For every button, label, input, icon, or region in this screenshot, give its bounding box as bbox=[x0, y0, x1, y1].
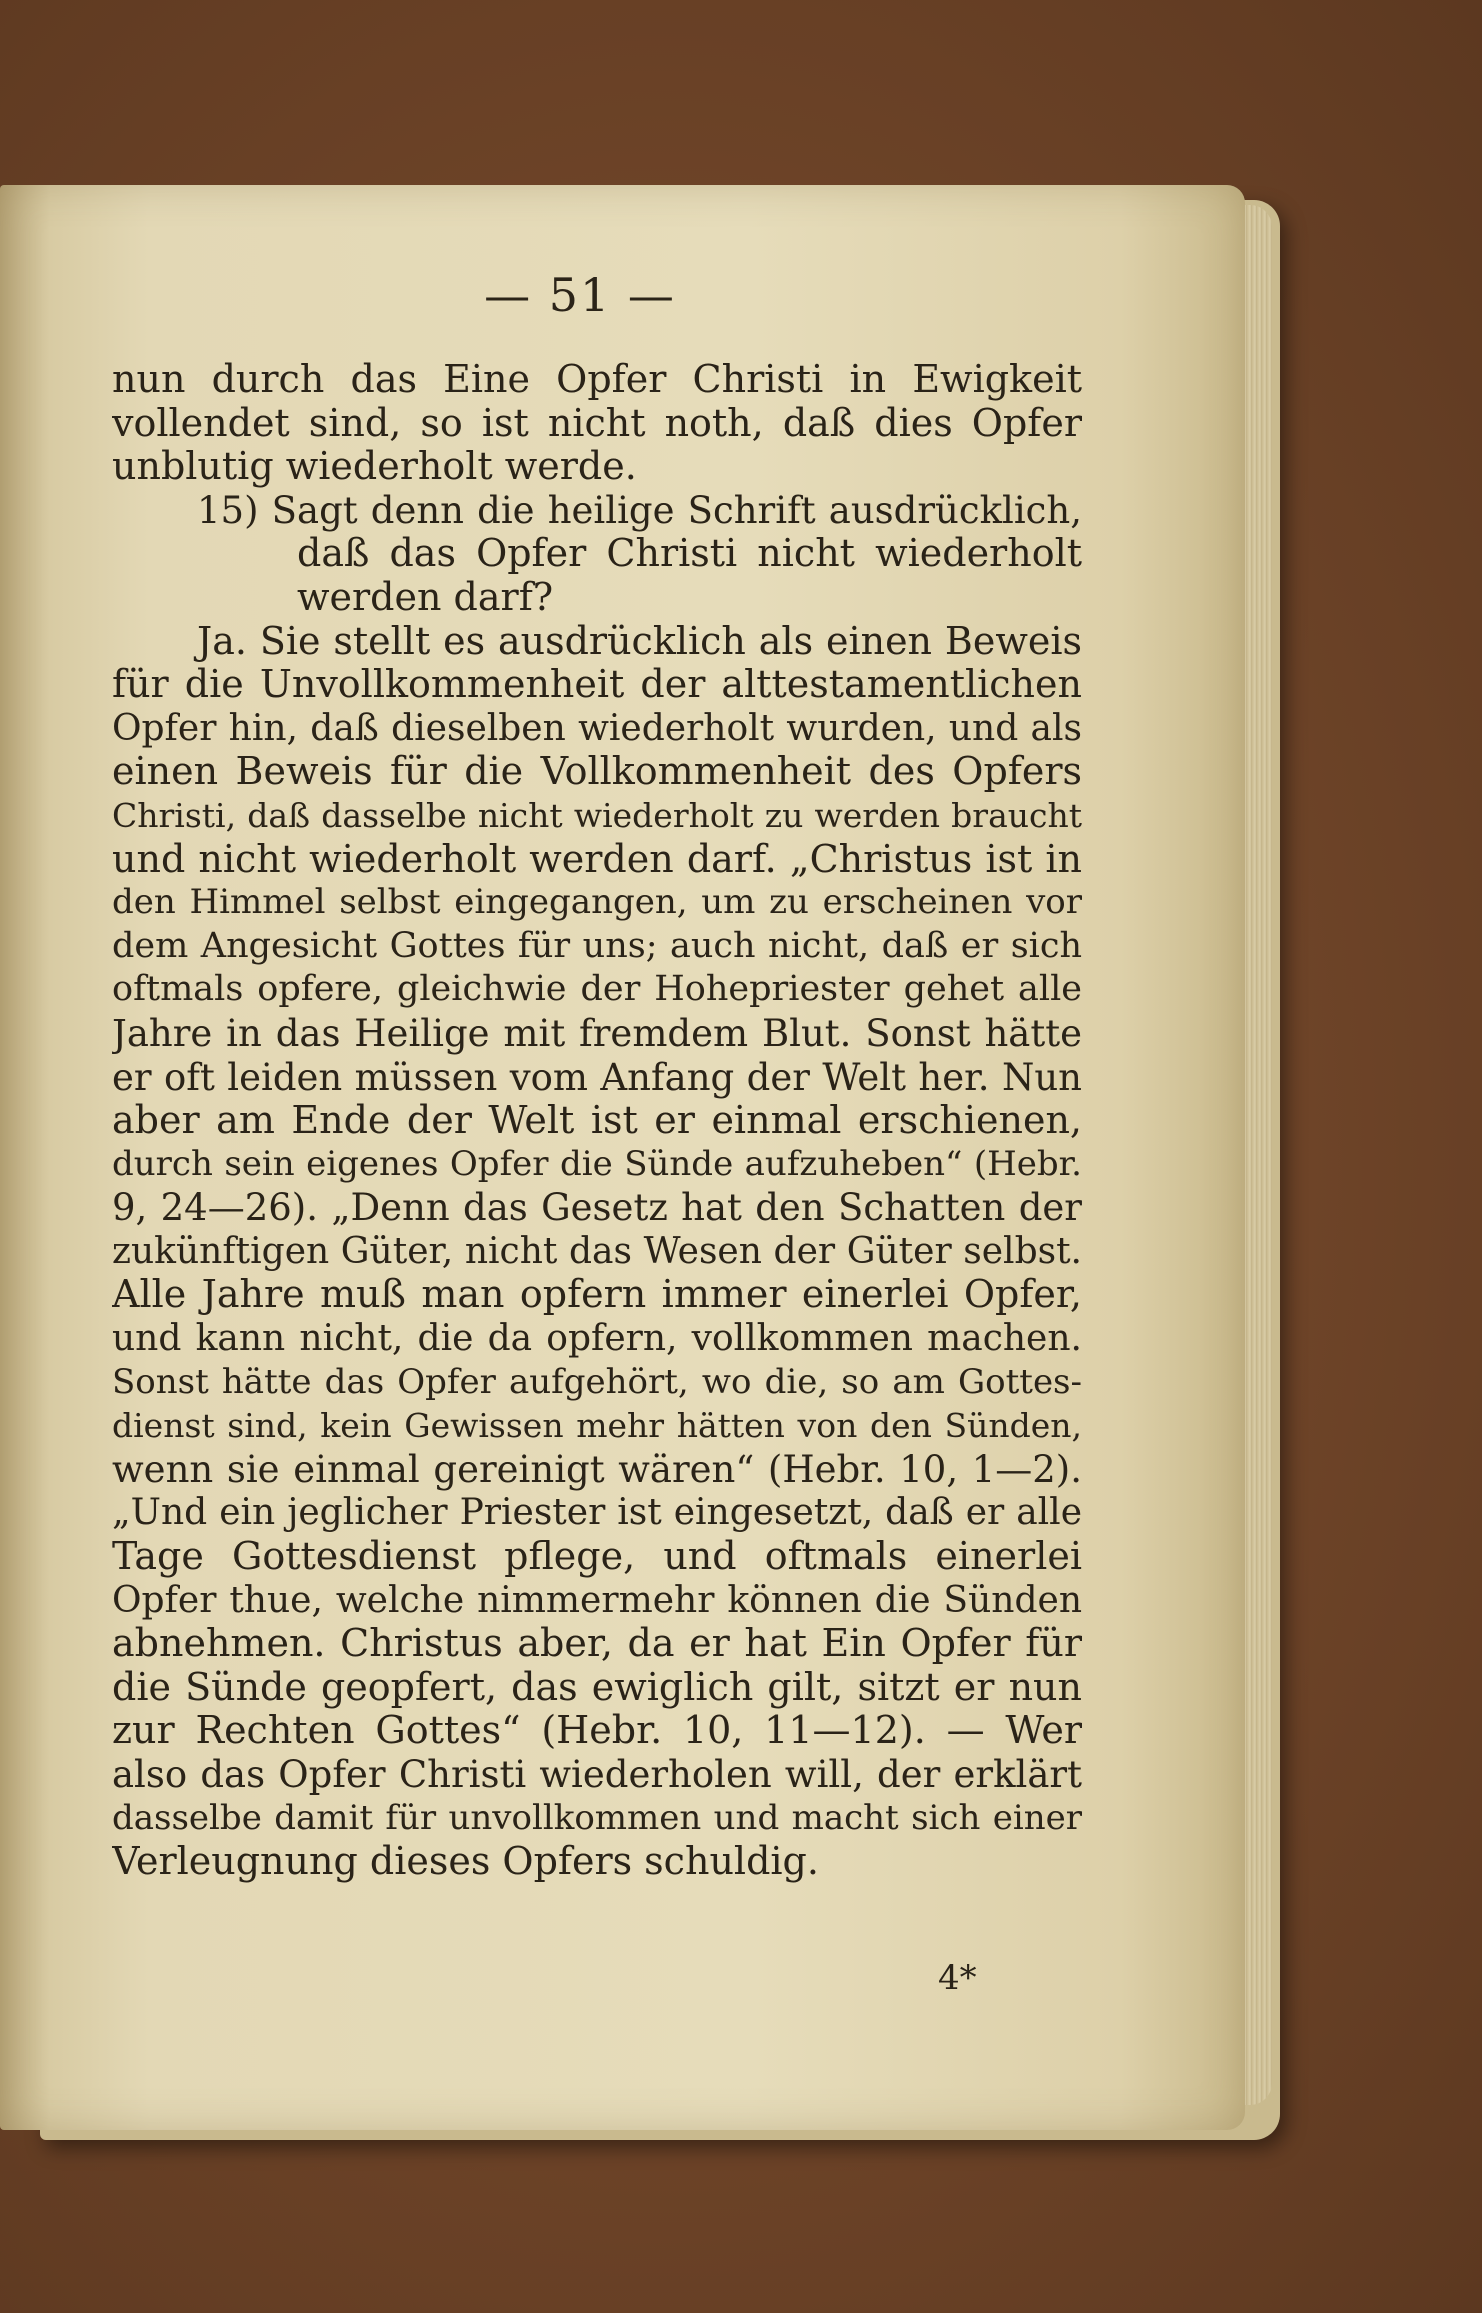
answer-line: „Und ein jeglicher Priester ist eingesetzt, daß er alle bbox=[112, 1492, 1082, 1534]
answer-line: einen Beweis für die Vollkommenheit des Opfers bbox=[112, 750, 1082, 794]
answer-line: er oft leiden müssen vom Anfang der Welt her. Nun bbox=[112, 1055, 1082, 1099]
answer-line: die Sünde geopfert, das ewiglich gilt, sitzt er nun bbox=[112, 1665, 1082, 1709]
answer-line: Alle Jahre muß man opfern immer einerlei Opfer, bbox=[112, 1273, 1082, 1317]
answer-line: wenn sie einmal gereinigt wären“ (Hebr. 10, 1—2). bbox=[112, 1447, 1082, 1491]
question-line: daß das Opfer Christi nicht wiederholt bbox=[297, 532, 1082, 576]
answer-line: Opfer thue, welche nimmermehr können die Sünden bbox=[112, 1579, 1082, 1621]
answer-line: und kann nicht, die da opfern, vollkommen machen. bbox=[112, 1318, 1082, 1360]
answer-line: Ja. Sie stellt es ausdrücklich als einen Beweis bbox=[197, 619, 1082, 663]
answer-line: aber am Ende der Welt ist er einmal erschienen, bbox=[112, 1099, 1082, 1143]
answer-line: 9, 24—26). „Denn das Gesetz hat den Schatten der bbox=[112, 1186, 1082, 1230]
answer-line: Christi, daß dasselbe nicht wiederholt zu werden braucht bbox=[112, 795, 1082, 835]
answer-line: Jahre in das Heilige mit fremdem Blut. Sonst hätte bbox=[112, 1011, 1082, 1055]
answer-line: und nicht wiederholt werden darf. „Christus ist in bbox=[112, 837, 1082, 881]
page-body-text bbox=[112, 358, 1082, 1884]
answer-line: für die Unvollkommenheit der alttestamentlichen bbox=[112, 663, 1082, 707]
answer-line: Sonst hätte das Opfer aufgehört, wo die, so am Gottes- bbox=[112, 1361, 1082, 1402]
answer-line: Opfer hin, daß dieselben wiederholt wurden, und als bbox=[112, 707, 1082, 749]
question-line: werden darf? bbox=[297, 575, 554, 619]
answer-line: dem Angesicht Gottes für uns; auch nicht, daß er sich bbox=[112, 925, 1082, 966]
text-line: unblutig wiederholt werde. bbox=[112, 445, 637, 489]
answer-line: zur Rechten Gottes“ (Hebr. 10, 11—12). — Wer bbox=[112, 1709, 1082, 1753]
answer-line: dasselbe damit für unvollkommen und macht sich einer bbox=[112, 1797, 1082, 1838]
answer-line: zukünftigen Güter, nicht das Wesen der Güter selbst. bbox=[112, 1230, 1082, 1272]
page-number: — 51 — bbox=[484, 268, 676, 322]
answer-line: Verleugnung dieses Opfers schuldig. bbox=[112, 1840, 819, 1884]
answer-line: Tage Gottesdienst pflege, und oftmals einerlei bbox=[112, 1535, 1082, 1579]
text-line: nun durch das Eine Opfer Christi in Ewigkeit bbox=[112, 358, 1082, 401]
answer-line: dienst sind, kein Gewissen mehr hätten von den Sünden, bbox=[112, 1406, 1082, 1446]
answer-line: durch sein eigenes Opfer die Sünde aufzuheben“ (Hebr. bbox=[112, 1143, 1082, 1184]
answer-line: oftmals opfere, gleichwie der Hohepriester gehet alle bbox=[112, 969, 1082, 1010]
signature-mark: 4* bbox=[938, 1958, 977, 1998]
answer-line: also das Opfer Christi wiederholen will, der erklärt bbox=[112, 1753, 1082, 1796]
text-line: vollendet sind, so ist nicht noth, daß dies Opfer bbox=[112, 401, 1082, 445]
answer-line: den Himmel selbst eingegangen, um zu erscheinen vor bbox=[112, 882, 1082, 923]
answer-line: abnehmen. Christus aber, da er hat Ein Opfer für bbox=[112, 1622, 1082, 1666]
question-line: 15) Sagt denn die heilige Schrift ausdrücklich, bbox=[197, 488, 1082, 532]
